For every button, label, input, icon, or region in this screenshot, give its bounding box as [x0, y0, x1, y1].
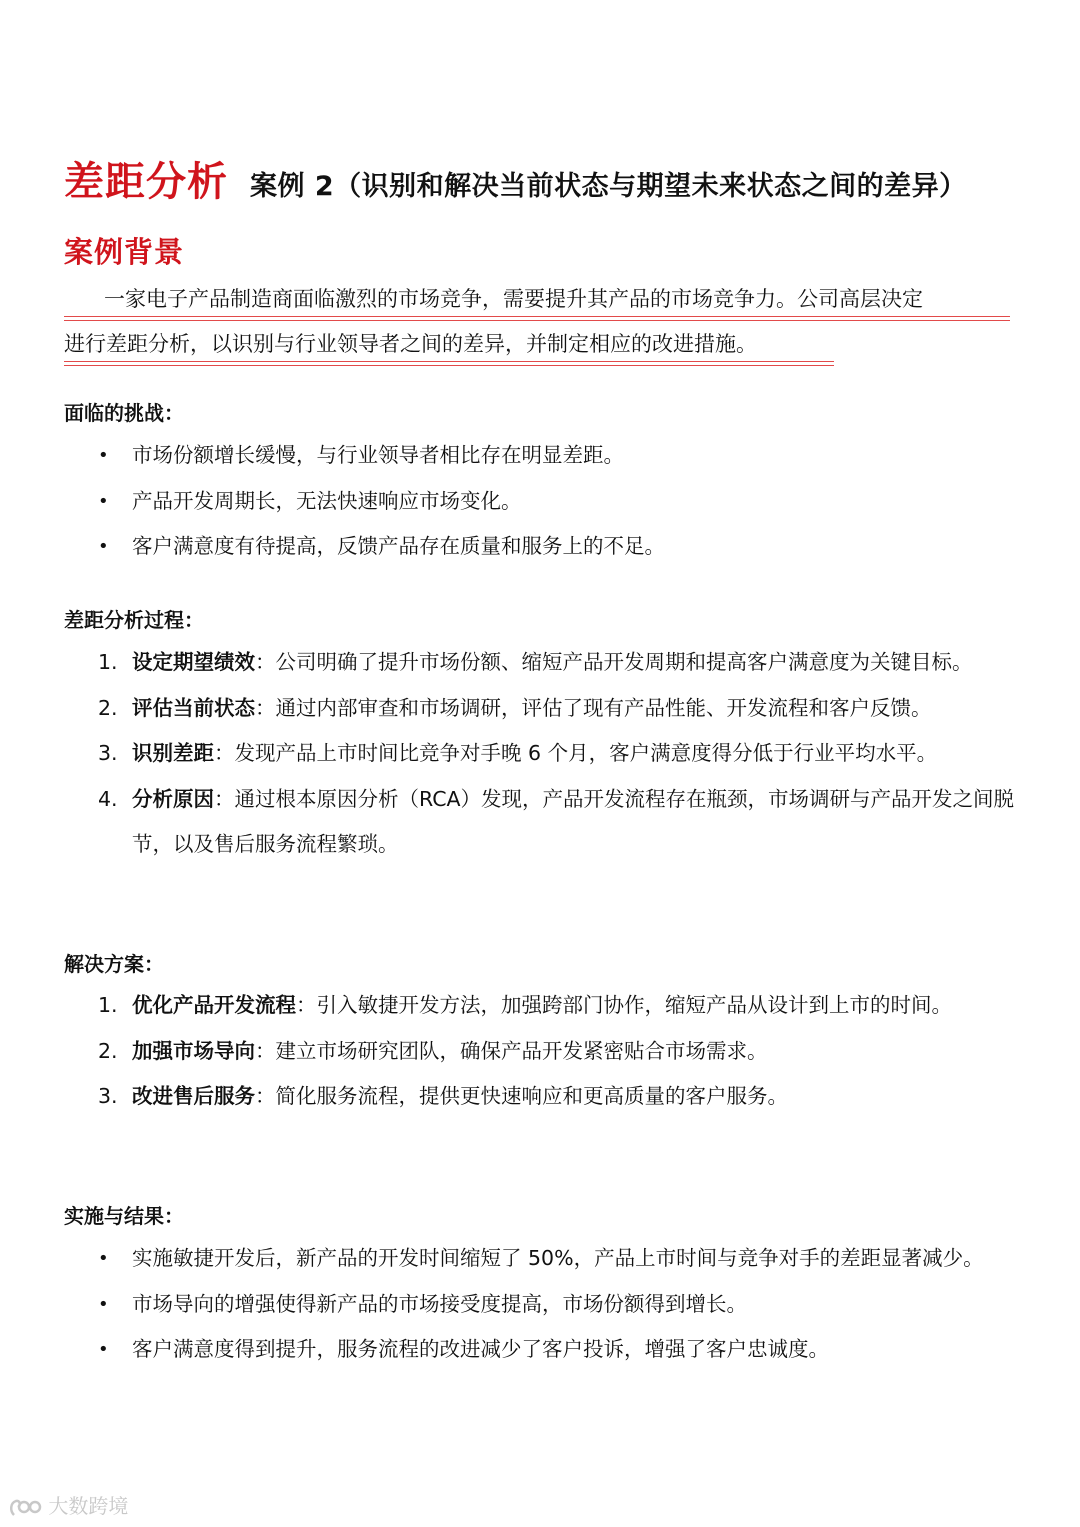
list-item: [64, 524, 1024, 570]
solutions-list: [64, 983, 1024, 1120]
item-number: 2.: [98, 1038, 118, 1063]
bullet-icon: •: [98, 1293, 109, 1315]
list-item: [64, 640, 1024, 686]
item-label: 识别差距: [132, 741, 214, 765]
watermark-logo-icon: [8, 1497, 42, 1519]
item-label: 加强市场导向: [132, 1038, 255, 1063]
page-title: 差距分析: [64, 159, 228, 205]
list-item-text: 市场导向的增强使得新产品的市场接受度提高，市场份额得到增长。: [132, 1291, 747, 1316]
list-item: [64, 1029, 1024, 1075]
background-line-text: 一家电子产品制造商面临激烈的市场竞争，需要提升其产品的市场竞争力。公司高层决定: [104, 287, 923, 311]
list-item: [64, 1282, 1024, 1328]
list-item: [64, 1074, 1024, 1120]
underline-decoration: [64, 320, 1010, 321]
item-text: ：建立市场研究团队，确保产品开发紧密贴合市场需求。: [255, 1038, 768, 1063]
underline-decoration: [64, 316, 1010, 317]
item-label: 分析原因: [132, 786, 214, 811]
challenges-heading: 面临的挑战：: [64, 401, 184, 425]
item-text: ：引入敏捷开发方法，加强跨部门协作，缩短产品从设计到上市的时间。: [296, 993, 952, 1017]
list-item: [64, 433, 1024, 479]
list-item: [64, 1236, 1024, 1282]
watermark: [8, 1490, 128, 1519]
item-text: ：公司明确了提升市场份额、缩短产品开发周期和提高客户满意度为关键目标。: [255, 650, 973, 674]
item-label: 改进售后服务: [132, 1084, 255, 1108]
list-item: [64, 479, 1024, 525]
background-line-text: 进行差距分析，以识别与行业领导者之间的差异，并制定相应的改进措施。: [64, 332, 757, 356]
item-text: ：通过根本原因分析（RCA）发现，产品开发流程存在瓶颈，市场调研与产品开发之间脱节，以及售后服务流程繁琐。: [132, 786, 1015, 856]
list-item-text: 客户满意度有待提高，反馈产品存在质量和服务上的不足。: [132, 534, 665, 558]
process-heading: 差距分析过程：: [64, 608, 204, 632]
bullet-icon: •: [98, 445, 109, 466]
results-heading: 实施与结果：: [64, 1204, 184, 1228]
watermark-text: 大数跨境: [48, 1494, 129, 1518]
list-item-text: 市场份额增长缓慢，与行业领导者相比存在明显差距。: [132, 443, 624, 467]
list-item: [64, 1327, 1024, 1373]
title-row: [64, 150, 967, 207]
background-heading: 案例背景: [64, 235, 185, 269]
item-number: 1.: [98, 650, 118, 674]
item-label: 设定期望绩效: [132, 650, 255, 674]
page-subtitle: 案例 2（识别和解决当前状态与期望未来状态之间的差异）: [250, 171, 967, 202]
underline-decoration: [64, 361, 834, 362]
list-item-text: 产品开发周期长，无法快速响应市场变化。: [132, 488, 522, 513]
item-label: 优化产品开发流程: [132, 993, 296, 1017]
item-label: 评估当前状态: [132, 695, 255, 720]
underline-decoration: [64, 365, 834, 366]
list-item: [64, 983, 1024, 1029]
list-item: [64, 731, 1024, 777]
list-item: [64, 686, 1024, 732]
item-number: 4.: [98, 786, 118, 811]
solutions-heading: 解决方案：: [64, 952, 164, 976]
bullet-icon: •: [98, 536, 109, 557]
background-paragraph: [64, 280, 1024, 370]
item-number: 3.: [98, 1084, 118, 1108]
item-number: 3.: [98, 741, 118, 765]
list-item: [64, 777, 1024, 868]
bullet-icon: •: [98, 1248, 109, 1269]
bullet-icon: •: [98, 1339, 109, 1360]
item-text: ：简化服务流程，提供更快速响应和更高质量的客户服务。: [255, 1084, 788, 1108]
list-item-text: 实施敏捷开发后，新产品的开发时间缩短了 50%，产品上市时间与竞争对手的差距显著减少。: [132, 1246, 984, 1270]
item-number: 2.: [98, 695, 118, 720]
item-text: ：发现产品上市时间比竞争对手晚 6 个月，客户满意度得分低于行业平均水平。: [214, 741, 938, 765]
list-item-text: 客户满意度得到提升，服务流程的改进减少了客户投诉，增强了客户忠诚度。: [132, 1337, 829, 1361]
results-list: [64, 1236, 1024, 1373]
challenges-list: [64, 433, 1024, 570]
process-list: [64, 640, 1024, 868]
bullet-icon: •: [98, 490, 109, 512]
item-text: ：通过内部审查和市场调研，评估了现有产品性能、开发流程和客户反馈。: [255, 695, 932, 720]
item-number: 1.: [98, 993, 118, 1017]
background-line: [64, 325, 1024, 370]
background-line: [64, 280, 1024, 325]
